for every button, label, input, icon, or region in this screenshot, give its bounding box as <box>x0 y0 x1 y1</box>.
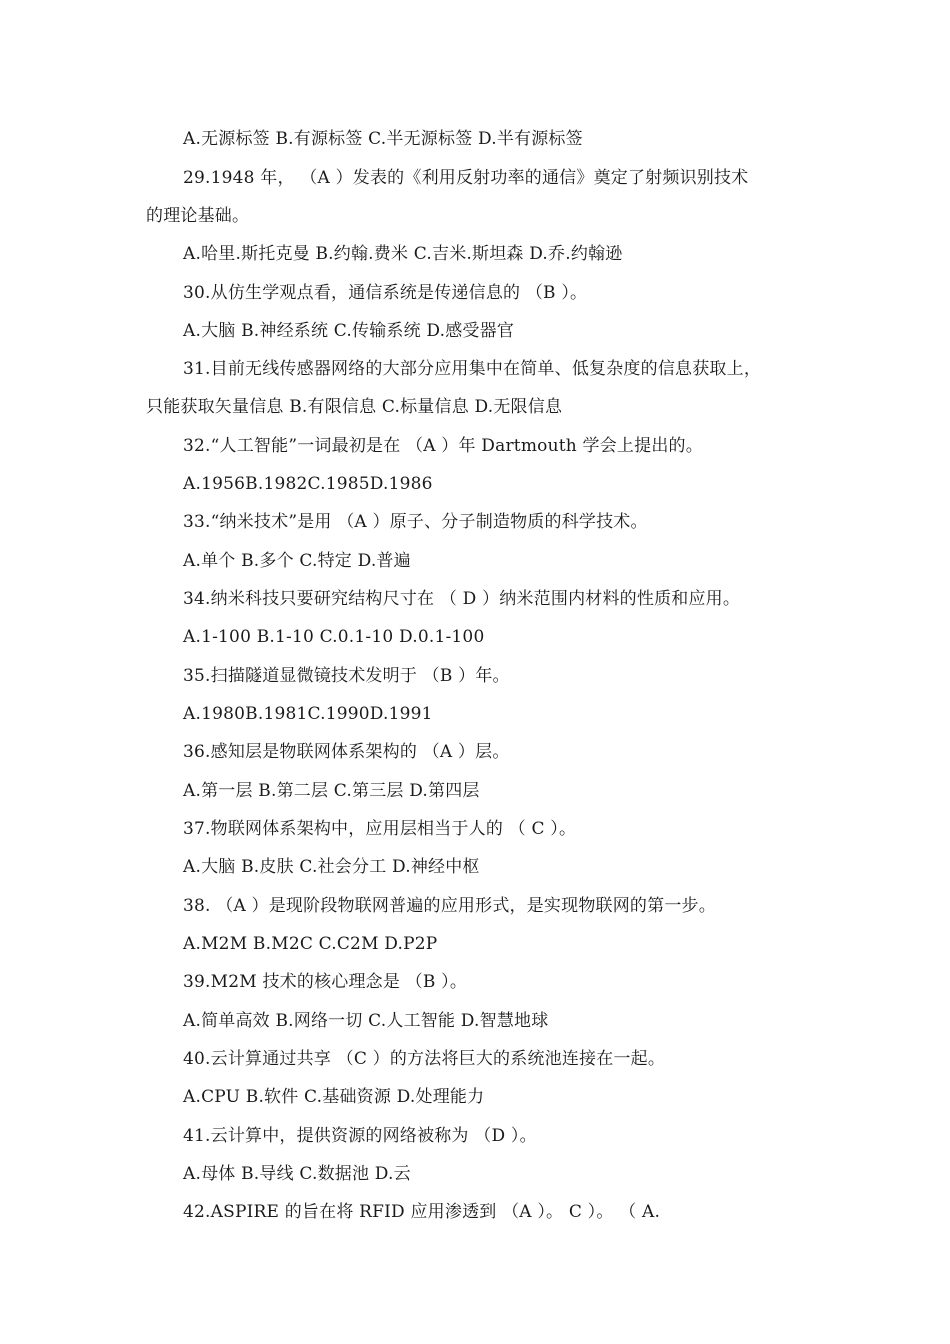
question-30: 30.从仿生学观点看，通信系统是传递信息的 （B ）。 <box>183 283 588 303</box>
question-31: 31.目前无线传感器网络的大部分应用集中在简单、低复杂度的信息获取上， <box>183 359 762 379</box>
question-37: 37.物联网体系架构中，应用层相当于人的 （ C ）。 <box>183 819 577 839</box>
options-q35: A.1980B.1981C.1990D.1991 <box>183 704 433 724</box>
question-38: 38. （A ）是现阶段物联网普遍的应用形式，是实现物联网的第一步。 <box>183 896 716 916</box>
question-32: 32.“人工智能”一词最初是在 （A ）年 Dartmouth 学会上提出的。 <box>183 436 703 456</box>
options-q30: A.大脑 B.神经系统 C.传输系统 D.感受器官 <box>183 321 515 341</box>
question-41: 41.云计算中，提供资源的网络被称为 （D ）。 <box>183 1126 537 1146</box>
question-33: 33.“纳米技术”是用 （A ）原子、分子制造物质的科学技术。 <box>183 512 648 532</box>
options-q36: A.第一层 B.第二层 C.第三层 D.第四层 <box>183 781 480 801</box>
options-q40: A.CPU B.软件 C.基础资源 D.处理能力 <box>183 1087 485 1107</box>
question-35: 35.扫描隧道显微镜技术发明于 （B ）年。 <box>183 666 510 686</box>
options-q38: A.M2M B.M2C C.C2M D.P2P <box>183 934 438 954</box>
question-39: 39.M2M 技术的核心理念是 （B ）。 <box>183 972 468 992</box>
options-q39: A.简单高效 B.网络一切 C.人工智能 D.智慧地球 <box>183 1011 549 1031</box>
options-q32: A.1956B.1982C.1985D.1986 <box>183 474 433 494</box>
options-q37: A.大脑 B.皮肤 C.社会分工 D.神经中枢 <box>183 857 480 877</box>
question-29: 29.1948 年， （A ）发表的《利用反射功率的通信》奠定了射频识别技术 <box>183 168 749 188</box>
options-q33: A.单个 B.多个 C.特定 D.普遍 <box>183 551 411 571</box>
question-36: 36.感知层是物联网体系架构的 （A ）层。 <box>183 742 510 762</box>
options-q41: A.母体 B.导线 C.数据池 D.云 <box>183 1164 411 1184</box>
question-42: 42.ASPIRE 的旨在将 RFID 应用渗透到 （A ）。 C ）。 （ A. <box>183 1202 661 1222</box>
options-q28: A.无源标签 B.有源标签 C.半无源标签 D.半有源标签 <box>183 129 583 149</box>
options-q29: A.哈里.斯托克曼 B.约翰.费米 C.吉米.斯坦森 D.乔.约翰逊 <box>183 244 623 264</box>
options-q34: A.1-100 B.1-10 C.0.1-10 D.0.1-100 <box>183 627 485 647</box>
question-40: 40.云计算通过共享 （C ）的方法将巨大的系统池连接在一起。 <box>183 1049 666 1069</box>
question-29-cont: 的理论基础。 <box>146 206 250 226</box>
question-34: 34.纳米科技只要研究结构尺寸在 （ D ）纳米范围内材料的性质和应用。 <box>183 589 741 609</box>
question-31-cont: 只能获取矢量信息 B.有限信息 C.标量信息 D.无限信息 <box>146 397 563 417</box>
